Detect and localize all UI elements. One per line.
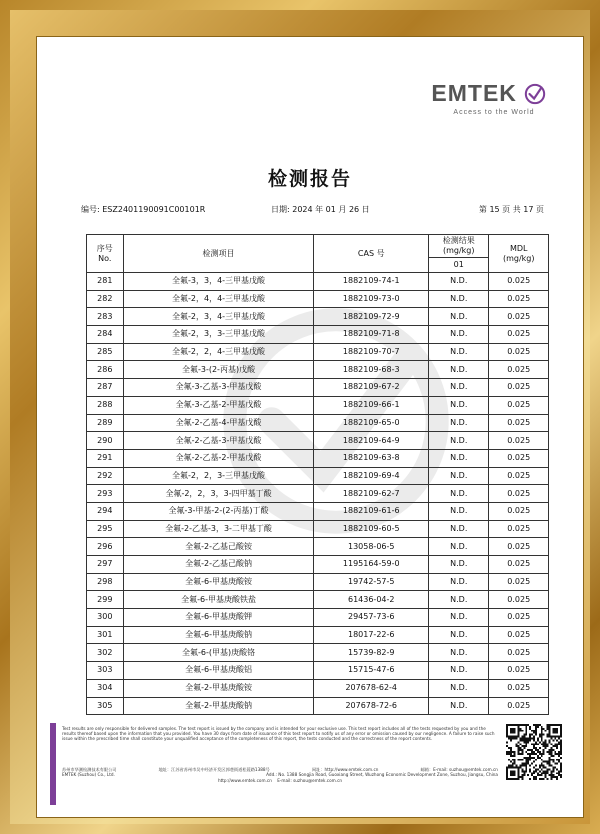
cell-mdl: 0.025: [489, 449, 549, 467]
cell-no: 286: [87, 361, 124, 379]
table-row: [87, 379, 549, 397]
cell-mdl: 0.025: [489, 485, 549, 503]
header-item: 检测项目: [123, 235, 314, 273]
cell-item: 全氟-6-(甲基)庚酸铬: [123, 644, 314, 662]
header-mdl-label: MDL: [509, 243, 528, 253]
table-row: [87, 361, 549, 379]
cell-cas: 29457-73-6: [314, 609, 429, 627]
gold-frame-inner: [10, 10, 590, 824]
cell-no: 296: [87, 538, 124, 556]
header-result-label: 检测结果: [442, 236, 475, 245]
cell-cas: 1882109-74-1: [314, 273, 429, 291]
cell-cas: 1882109-67-2: [314, 379, 429, 397]
header-result: [429, 235, 489, 258]
table-row: [87, 308, 549, 326]
cell-mdl: 0.025: [489, 308, 549, 326]
table-row: [87, 538, 549, 556]
cell-cas: 1195164-59-0: [314, 556, 429, 574]
cell-no: 304: [87, 679, 124, 697]
table-body: [87, 273, 549, 715]
footer-en-web: http://www.emtek.com.cn: [217, 777, 272, 783]
table-row: [87, 502, 549, 520]
footer-en-email: E-mail: suzhou@emtek.com.cn: [277, 777, 343, 783]
cell-cas: 1882109-69-4: [314, 467, 429, 485]
cell-item: 全氟-6-甲基庚酸钠: [123, 626, 314, 644]
table-row: [87, 273, 549, 291]
footer-cn-company: 苏州市华测检测技术有限公司: [62, 767, 117, 772]
cell-result: N.D.: [429, 485, 489, 503]
cell-mdl: 0.025: [489, 556, 549, 574]
cell-cas: 61436-04-2: [314, 591, 429, 609]
report-number: 编号: ESZ2401190091C00101R: [81, 205, 206, 214]
cell-no: 301: [87, 626, 124, 644]
table-row: [87, 414, 549, 432]
cell-no: 295: [87, 520, 124, 538]
cell-mdl: 0.025: [489, 396, 549, 414]
cell-cas: 207678-72-6: [314, 697, 429, 715]
footer-en-company: EMTEK (Suzhou) Co., Ltd.: [62, 772, 115, 778]
cell-result: N.D.: [429, 379, 489, 397]
cell-mdl: 0.025: [489, 662, 549, 680]
cell-item: 全氟-6-甲基庚酸铁盐: [123, 591, 314, 609]
cell-item: 全氟-2，2，3，3-四甲基丁酸: [123, 485, 314, 503]
cell-mdl: 0.025: [489, 538, 549, 556]
cell-mdl: 0.025: [489, 379, 549, 397]
cell-no: 292: [87, 467, 124, 485]
cell-no: 302: [87, 644, 124, 662]
cell-cas: 1882109-60-5: [314, 520, 429, 538]
cell-result: N.D.: [429, 556, 489, 574]
table-row: [87, 609, 549, 627]
table-row: [87, 326, 549, 344]
cell-no: 289: [87, 414, 124, 432]
cell-cas: 1882109-61-6: [314, 502, 429, 520]
cell-item: 全氟-3-乙基-3-甲基戊酸: [123, 379, 314, 397]
cell-item: 全氟-2-乙基己酸铵: [123, 538, 314, 556]
table-row: [87, 679, 549, 697]
cell-result: N.D.: [429, 449, 489, 467]
cell-result: N.D.: [429, 538, 489, 556]
header-cas: CAS 号: [314, 235, 429, 273]
cell-mdl: 0.025: [489, 697, 549, 715]
cell-result: N.D.: [429, 626, 489, 644]
table-row: [87, 467, 549, 485]
table-row: [87, 290, 549, 308]
cell-no: 287: [87, 379, 124, 397]
cell-result: N.D.: [429, 273, 489, 291]
cell-no: 282: [87, 290, 124, 308]
cell-no: 293: [87, 485, 124, 503]
footer-address: [62, 767, 498, 783]
table-row: [87, 343, 549, 361]
cell-item: 全氟-2，3，3-三甲基戊酸: [123, 326, 314, 344]
cell-item: 全氟-2，3，4-三甲基戊酸: [123, 308, 314, 326]
table-row: [87, 662, 549, 680]
cell-cas: 15715-47-6: [314, 662, 429, 680]
table-row: [87, 556, 549, 574]
logo-slogan: Access to the World: [453, 109, 535, 116]
table-row: [87, 644, 549, 662]
table-row: [87, 697, 549, 715]
table-row: [87, 520, 549, 538]
footer-cn-web: 网址：http://www.emtek.com.cn: [311, 767, 379, 772]
cell-mdl: 0.025: [489, 626, 549, 644]
footer-cn-email: 邮箱：E-mail: suzhou@emtek.com.cn: [420, 767, 498, 772]
cell-item: 全氟-2-乙基-4-甲基戊酸: [123, 414, 314, 432]
cell-mdl: 0.025: [489, 414, 549, 432]
header-mdl-unit: (mg/kg): [502, 253, 535, 263]
cell-no: 303: [87, 662, 124, 680]
cell-cas: 1882109-65-0: [314, 414, 429, 432]
cell-item: 全氟-3-乙基-2-甲基戊酸: [123, 396, 314, 414]
cell-item: 全氟-2-乙基-3-甲基戊酸: [123, 432, 314, 450]
cell-item: 全氟-2-甲基庚酸铵: [123, 679, 314, 697]
cell-mdl: 0.025: [489, 591, 549, 609]
cell-cas: 1882109-73-0: [314, 290, 429, 308]
footer-en-address: Add.: No. 1388 Songjia Road, Guoxiang Street, Wuzhong Economic Development Zone, Suzhou, Jiangsu, China: [266, 772, 498, 778]
table-row: [87, 573, 549, 591]
cell-no: 281: [87, 273, 124, 291]
emtek-logo: [431, 80, 546, 116]
cell-result: N.D.: [429, 290, 489, 308]
cell-no: 283: [87, 308, 124, 326]
cell-result: N.D.: [429, 308, 489, 326]
certificate-paper: [36, 36, 584, 818]
cell-mdl: 0.025: [489, 343, 549, 361]
page-indicator: 第 15 页 共 17 页: [478, 205, 544, 214]
cell-result: N.D.: [429, 662, 489, 680]
cell-item: 全氟-6-甲基庚酸钾: [123, 609, 314, 627]
header-result-unit: (mg/kg): [442, 246, 475, 255]
logo-brand: EMTEK: [431, 80, 517, 106]
table-row: [87, 591, 549, 609]
cell-cas: 1882109-66-1: [314, 396, 429, 414]
cell-result: N.D.: [429, 432, 489, 450]
cell-item: 全氟-6-甲基庚酸铝: [123, 662, 314, 680]
cell-cas: 1882109-64-9: [314, 432, 429, 450]
cell-item: 全氟-3，3，4-三甲基戊酸: [123, 273, 314, 291]
cell-item: 全氟-2-乙基-2-甲基戊酸: [123, 449, 314, 467]
cell-no: 298: [87, 573, 124, 591]
cell-result: N.D.: [429, 502, 489, 520]
cell-result: N.D.: [429, 343, 489, 361]
cell-result: N.D.: [429, 609, 489, 627]
footer-en-contact: [62, 778, 498, 783]
cell-mdl: 0.025: [489, 326, 549, 344]
table-header-row: [87, 235, 549, 258]
cell-result: N.D.: [429, 679, 489, 697]
cell-mdl: 0.025: [489, 467, 549, 485]
cell-cas: 1882109-71-8: [314, 326, 429, 344]
purple-side-bar: [50, 723, 56, 805]
cell-no: 300: [87, 609, 124, 627]
cell-item: 全氟-2，4，4-三甲基戊酸: [123, 290, 314, 308]
table-row: [87, 396, 549, 414]
table-row: [87, 485, 549, 503]
cell-result: N.D.: [429, 591, 489, 609]
cell-item: 全氟-6-甲基庚酸铵: [123, 573, 314, 591]
cell-mdl: 0.025: [489, 290, 549, 308]
cell-no: 291: [87, 449, 124, 467]
cell-item: 全氟-2-乙基己酸钠: [123, 556, 314, 574]
cell-cas: 19742-57-5: [314, 573, 429, 591]
qr-code-icon[interactable]: [506, 724, 562, 780]
cell-result: N.D.: [429, 326, 489, 344]
cell-no: 285: [87, 343, 124, 361]
cell-item: 全氟-2-乙基-3，3-二甲基丁酸: [123, 520, 314, 538]
cell-item: 全氟-2-甲基庚酸钠: [123, 697, 314, 715]
cell-no: 299: [87, 591, 124, 609]
cell-mdl: 0.025: [489, 273, 549, 291]
cell-mdl: 0.025: [489, 609, 549, 627]
table-row: [87, 432, 549, 450]
footer-disclaimer: Test results are only responsible for delivered samples. The test report is issued by the company and is intended for your exclusive use. This test report includes all of the tests requested by you and the results thereof based upon the information that you provided. You have 30 days from date of issuance of this test report to notify us of any error or omission caused by our negligence. A failure to raise such issue within the prescribed time shall constitute your unqualified acceptance of the completeness of this report, the tests conducted and the correctness of the report contents.: [62, 726, 495, 741]
cell-cas: 13058-06-5: [314, 538, 429, 556]
cell-cas: 1882109-68-3: [314, 361, 429, 379]
cell-cas: 1882109-62-7: [314, 485, 429, 503]
cell-no: 288: [87, 396, 124, 414]
cell-cas: 1882109-63-8: [314, 449, 429, 467]
cell-mdl: 0.025: [489, 679, 549, 697]
cell-item: 全氟-2，2，3-三甲基戊酸: [123, 467, 314, 485]
cell-result: N.D.: [429, 573, 489, 591]
cell-item: 全氟-2，2，4-三甲基戊酸: [123, 343, 314, 361]
logo-check-icon: [524, 83, 546, 105]
header-no: [87, 235, 124, 273]
cell-result: N.D.: [429, 467, 489, 485]
header-result-sample: 01: [429, 258, 489, 273]
cell-no: 284: [87, 326, 124, 344]
cell-mdl: 0.025: [489, 573, 549, 591]
cell-cas: 1882109-70-7: [314, 343, 429, 361]
cell-no: 297: [87, 556, 124, 574]
cell-no: 305: [87, 697, 124, 715]
cell-no: 294: [87, 502, 124, 520]
cell-mdl: 0.025: [489, 520, 549, 538]
report-date: 日期: 2024 年 01 月 26 日: [271, 205, 370, 214]
cell-mdl: 0.025: [489, 361, 549, 379]
cell-result: N.D.: [429, 396, 489, 414]
cell-cas: 18017-22-6: [314, 626, 429, 644]
table-row: [87, 449, 549, 467]
cell-result: N.D.: [429, 414, 489, 432]
cell-result: N.D.: [429, 697, 489, 715]
cell-cas: 1882109-72-9: [314, 308, 429, 326]
cell-result: N.D.: [429, 361, 489, 379]
footer-cn-address: 地址：江苏省苏州市吴中经济开发区郭巷街道松葭路1388号: [158, 767, 270, 772]
cell-mdl: 0.025: [489, 502, 549, 520]
table-row: [87, 626, 549, 644]
cell-result: N.D.: [429, 520, 489, 538]
cell-mdl: 0.025: [489, 432, 549, 450]
header-no-en: No.: [98, 253, 112, 263]
header-no-cn: 序号: [96, 243, 113, 253]
cell-mdl: 0.025: [489, 644, 549, 662]
cell-cas: 207678-62-4: [314, 679, 429, 697]
header-mdl: [489, 235, 549, 273]
results-table: [86, 234, 549, 715]
cell-item: 全氟-3-(2-丙基)戊酸: [123, 361, 314, 379]
cell-item: 全氟-3-甲基-2-(2-丙基)丁酸: [123, 502, 314, 520]
cell-no: 290: [87, 432, 124, 450]
report-title: 检测报告: [267, 168, 352, 190]
cell-cas: 15739-82-9: [314, 644, 429, 662]
cell-result: N.D.: [429, 644, 489, 662]
